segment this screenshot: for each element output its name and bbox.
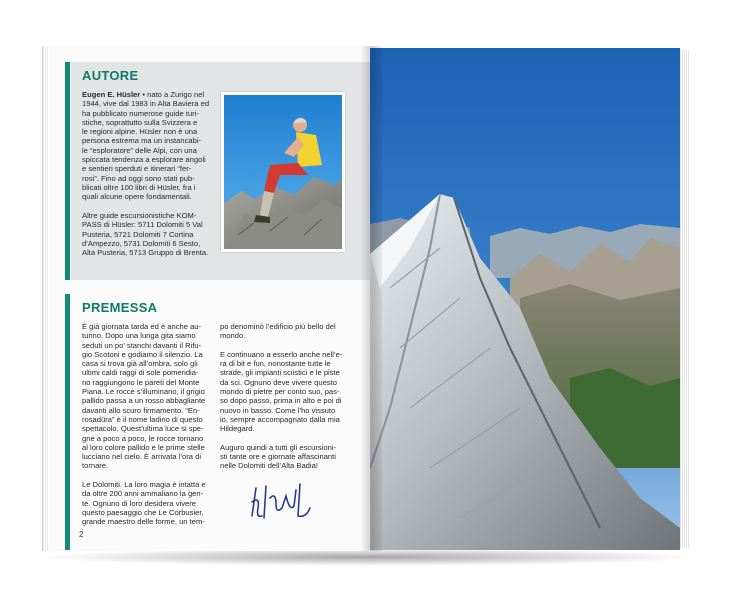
author-bio-line: le regioni alpine. Hüsler non è una [82,127,198,137]
signature [246,478,316,526]
text-line: po denominò l’edificio più bello del [220,322,336,331]
author-bio-line: stiche, soprattutto sulla Svizzera e [82,117,198,127]
text-line: gne a poco a poco, le rocce tornano [82,433,204,443]
author-bio-line: spiccata tendenza a esplorare angoli [82,155,206,165]
author-photo [221,92,345,252]
text-line: Piana. Le rocce s’illuminano, il grigio [82,387,205,397]
text-line: tornare. [82,461,109,471]
author-bio-line: ha pubblicato numerose guide turi- [82,108,199,118]
text-line: Hildegard. [220,424,255,434]
right-page-photo [370,48,680,550]
author-bio-line: blicati oltre 100 libri di Hüsler, fra i [82,182,196,192]
text-line: È già giornata tarda ed è anche au- [82,322,202,331]
text-line: grande maestro delle forme, un tem- [82,517,205,527]
text-line: nuovo in basso. Come l’ho vissuto [220,405,336,415]
premessa-column-1 [82,322,214,527]
text-line: ultimi caldi raggi di sole pomeridia- [82,368,199,378]
text-line: rosadüra” è il nome ladino di questo [82,414,203,424]
author-bio-line: le “esploratore” delle Alpi, con una [82,145,197,155]
page-edges [43,46,49,551]
text-line: Le Dolomiti. La loro magia è intatta e [82,480,206,490]
author-accent-bar [65,62,70,280]
right-page-edges [680,50,690,548]
text-line: tunno. Dopo una lunga gita siamo [82,331,196,341]
text-line: gio Scotoni e godiamo il silenzio. La [82,349,203,359]
author-bio-line: quali alcune opere fondamentali. [82,192,192,202]
text-line: no raggiungono le pareti del Monte [82,377,200,387]
author-bio-line: persona estrema ma un instancabi- [82,136,202,146]
text-line: nelle Dolomiti dell’Alta Badia! [220,461,318,471]
text-line: pallido passa a un rosso abbagliante [82,396,206,406]
premessa-column-2 [220,322,354,471]
page-number: 2 [79,530,84,539]
book-gutter [360,46,382,551]
author-bio [82,90,214,99]
other-guides-line: PASS di Hüsler: 5711 Dolomiti 5 Val [82,220,203,230]
open-book [42,46,692,551]
text-line: questo paesaggio che Le Corbusier, [82,507,204,517]
text-line: te. Ognuno di loro desidera vivere [82,498,196,508]
other-guides-line: Pusteria, 5721 Dolomiti 7 Cortina [82,229,194,239]
dolomites-photo [370,48,680,550]
author-bio-line: rosi”. Fino ad oggi sono stati pub- [82,173,195,183]
premessa-heading: PREMESSA [82,300,158,315]
text-line: da sci. Ognuno deve vivere questo [220,377,337,387]
other-guides-line: Alta Pusteria, 5713 Gruppo di Brenta. [82,248,209,258]
text-line: io, sempre accompagnato dalla mia [220,414,340,424]
text-line: so dopo passo, prima in alto e poi di [220,396,342,406]
text-line: lucciano nel cielo. È arrivata l’ora di [82,452,202,462]
text-line: mondo di pietre per conto suo, pas- [220,387,340,397]
author-bio-line: • nato a Zurigo nel [142,90,205,99]
premessa-accent-bar [65,294,70,550]
author-bio-line: e sentieri sperduti e itinerari “fer- [82,164,192,174]
text-line: casa si trova già all’ombra, solo gli [82,359,198,369]
text-line: seduti un po’ stanchi davanti il Rifu- [82,340,202,350]
author-photo-image [224,95,342,249]
text-line: davanti allo scuro firmamento. “En- [82,405,200,415]
left-page [42,46,371,551]
text-line: ra di bit e fun, nonostante tutte le [220,359,331,369]
text-line: Auguro quindi a tutti gli escursioni- [220,442,337,452]
text-line: mondo. [220,331,246,341]
text-line: E continuano a esserlo anche nell’e- [220,349,343,359]
author-bio-continued [82,99,214,201]
author-bio-line: 1944, vive dal 1983 in Alta Baviera ed [82,99,210,109]
author-name: Eugen E. Hüsler [82,90,141,99]
text-line: al loro colore pallido e le prime stelle [82,442,205,452]
other-guides-line: d’Ampezzo, 5731 Dolomiti 6 Sesto, [82,238,201,248]
text-line: da oltre 200 anni ammaliano la gen- [82,489,204,499]
author-heading: AUTORE [82,68,139,83]
text-line: sti tante ore e giornate affascinanti [220,452,336,462]
other-guides [82,211,214,257]
text-line: strade, gli impianti sciistici e le piste [220,368,340,378]
other-guides-line: Altre guide escursionistiche KOM- [82,211,197,220]
text-line: spettacolo. Quest’ultima luce si spe- [82,424,204,434]
